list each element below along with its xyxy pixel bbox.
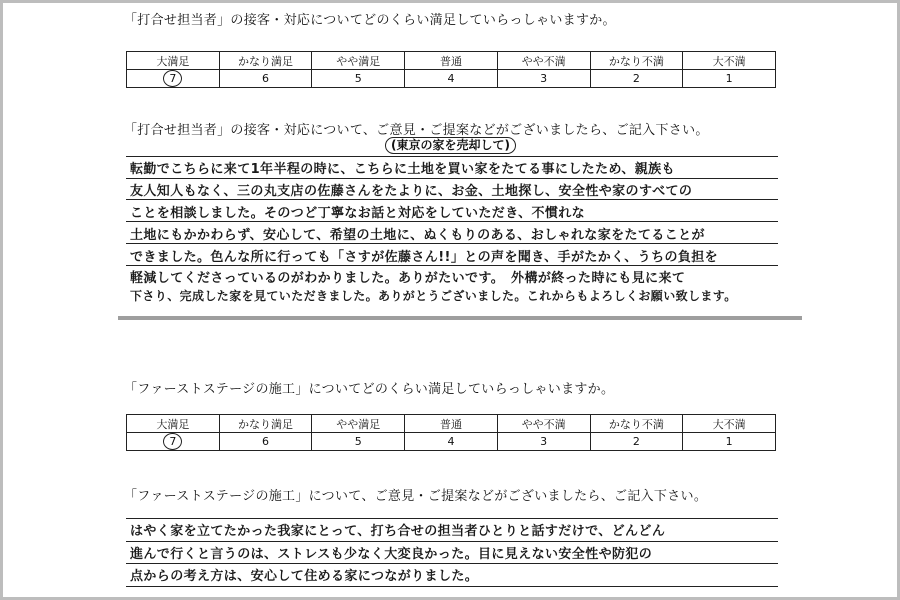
selected-rating-circle: 7 <box>163 70 182 87</box>
section2-rating-table <box>126 414 776 451</box>
rating-values-row <box>127 70 776 88</box>
rating-option[interactable]: 1 <box>683 433 776 451</box>
handwritten-comment-line: はやく家を立てたかった我家にとって、打ち合せの担当者ひとりと話すだけで、どんどん <box>130 524 666 539</box>
selected-rating-circle: 7 <box>163 433 182 450</box>
rating-label: 普通 <box>405 52 498 70</box>
rating-option-selected[interactable] <box>127 70 220 88</box>
rating-option-selected[interactable] <box>127 433 220 451</box>
rating-label: かなり不満 <box>590 415 683 433</box>
rating-label: やや不満 <box>497 415 590 433</box>
rating-option[interactable]: 4 <box>405 433 498 451</box>
comment-rule <box>126 199 778 200</box>
section2-comment-question: 「ファーストステージの施工」について、ご意見・ご提案などがございましたら、ご記入下さい。 <box>124 489 708 504</box>
handwritten-comment-line: 転勤でこちらに来て1年半程の時に、こちらに土地を買い家をたてる事にしたため、親族も <box>130 162 675 177</box>
rating-label: かなり不満 <box>590 52 683 70</box>
rating-option[interactable]: 2 <box>590 433 683 451</box>
comment-rule <box>126 178 778 179</box>
rating-labels-row <box>127 415 776 433</box>
rating-option[interactable]: 1 <box>683 70 776 88</box>
rating-option[interactable]: 5 <box>312 70 405 88</box>
rating-label: かなり満足 <box>219 52 312 70</box>
comment-rule <box>126 518 778 519</box>
handwritten-comment-line: ことを相談しました。そのつど丁寧なお話と対応をしていただき、不慣れな <box>130 206 586 221</box>
rating-label: 大満足 <box>127 415 220 433</box>
rating-option[interactable]: 6 <box>219 70 312 88</box>
handwritten-comment-line: 進んで行くと言うのは、ストレスも少なく大変良かった。目に見えない安全性や防犯の <box>130 547 653 562</box>
section1-rating-table <box>126 51 776 88</box>
handwritten-comment-line: 下さり、完成した家を見ていただきました。ありがとうございました。これからもよろしくお願い致します。 <box>130 289 737 303</box>
rating-option[interactable]: 6 <box>219 433 312 451</box>
rating-label: やや不満 <box>497 52 590 70</box>
comment-rule <box>126 541 778 542</box>
rating-label: 大不満 <box>683 52 776 70</box>
handwritten-comment-line: 土地にもかかわらず、安心して、希望の土地に、ぬくもりのある、おしゃれな家をたてることが <box>130 228 705 243</box>
rating-label: 大不満 <box>683 415 776 433</box>
section1-comment-question: 「打合せ担当者」の接客・対応について、ご意見・ご提案などがございましたら、ご記入下さい。 <box>124 123 709 138</box>
comment-rule <box>126 243 778 244</box>
section1-question: 「打合せ担当者」の接客・対応についてどのくらい満足していらっしゃいますか。 <box>124 13 616 28</box>
rating-label: 普通 <box>405 415 498 433</box>
section-divider <box>118 316 802 320</box>
comment-rule <box>126 156 778 157</box>
comment-rule <box>126 265 778 266</box>
rating-option[interactable]: 2 <box>590 70 683 88</box>
comment-rule <box>126 586 778 587</box>
comment-rule <box>126 221 778 222</box>
rating-option[interactable]: 3 <box>497 70 590 88</box>
handwritten-comment-line: 点からの考え方は、安心して住める家につながりました。 <box>130 569 479 584</box>
rating-values-row <box>127 433 776 451</box>
section2-question: 「ファーストステージの施工」についてどのくらい満足していらっしゃいますか。 <box>124 382 615 397</box>
handwritten-comment-line: 友人知人もなく、三の丸支店の佐藤さんをたよりに、お金、土地探し、安全性や家のすべての <box>130 184 693 199</box>
rating-option[interactable]: 5 <box>312 433 405 451</box>
rating-option[interactable]: 3 <box>497 433 590 451</box>
comment-rule <box>126 563 778 564</box>
rating-label: やや満足 <box>312 415 405 433</box>
handwritten-comment-line: 軽減してくださっているのがわかりました。ありがたいです。 外構が終った時にも見に来て <box>130 271 686 286</box>
rating-label: 大満足 <box>127 52 220 70</box>
handwritten-annotation: (東京の家を売却して) <box>385 137 516 154</box>
rating-labels-row <box>127 52 776 70</box>
rating-label: やや満足 <box>312 52 405 70</box>
handwritten-comment-line: できました。色んな所に行っても「さすが佐藤さん!!」との声を聞き、手がたかく、うちの負担を <box>130 250 719 265</box>
rating-label: かなり満足 <box>219 415 312 433</box>
rating-option[interactable]: 4 <box>405 70 498 88</box>
